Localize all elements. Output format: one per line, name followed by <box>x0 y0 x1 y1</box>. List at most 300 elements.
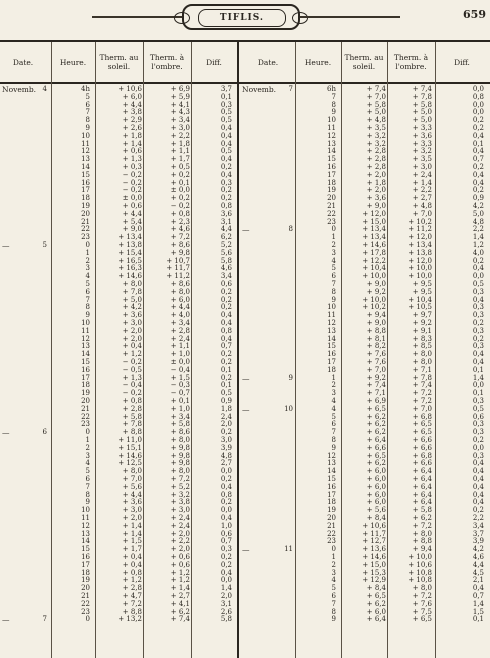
sun-temp-cell: + 6,0 <box>366 475 386 483</box>
hour-cell: 1 <box>331 553 336 561</box>
shade-temp-cell: + 8,0 <box>170 287 190 296</box>
shade-temp-cell: + 2,0 <box>170 529 190 538</box>
sun-temp-cell: + 13,2 <box>118 615 142 624</box>
sun-temp-cell: + 5,0 <box>122 295 142 304</box>
hour-cell: 2 <box>331 381 336 390</box>
hour-cell: 19 <box>327 506 336 515</box>
sun-temp-cell: + 2,8 <box>366 147 386 156</box>
diff-cell: 0,0 <box>472 272 484 281</box>
sun-temp-cell: + 7,8 <box>122 287 142 296</box>
hour-cell: 18 <box>81 194 90 203</box>
diff-cell: 5,8 <box>220 615 232 624</box>
sun-temp-cell: + 2,0 <box>366 170 386 179</box>
hour-cell: 11 <box>81 514 90 522</box>
diff-cell: 0,2 <box>472 163 484 171</box>
shade-temp-cell: + 9,2 <box>412 319 432 327</box>
diff-cell: 1,4 <box>472 233 484 242</box>
sun-temp-cell: + 1,2 <box>122 350 142 359</box>
shade-temp-cell: + 3,4 <box>170 116 190 125</box>
shade-temp-cell: + 1,5 <box>170 373 190 382</box>
sun-temp-cell: + 15,3 <box>362 568 386 577</box>
hour-cell: 17 <box>327 170 336 179</box>
sun-temp-cell: + 5,8 <box>366 100 386 109</box>
hour-cell: 10 <box>81 131 90 140</box>
diff-cell: 0,2 <box>220 358 232 366</box>
hour-cell: 18 <box>327 365 336 374</box>
hour-cell: 16 <box>327 482 336 491</box>
diff-cell: 0,6 <box>220 529 232 538</box>
sun-temp-cell: + 17,8 <box>362 248 386 257</box>
title-cartouche <box>182 4 300 30</box>
sun-temp-cell: + 11,0 <box>118 436 142 444</box>
shade-temp-cell: + 10,8 <box>408 576 432 585</box>
sun-temp-cell: + 15,0 <box>362 217 386 226</box>
sun-temp-cell: + 13,6 <box>362 545 386 554</box>
sun-temp-cell: + 8,0 <box>122 467 142 476</box>
shade-temp-cell: + 5,8 <box>412 506 432 515</box>
shade-temp-cell: + 1,1 <box>170 147 190 156</box>
shade-temp-cell: ± 0,0 <box>170 358 190 366</box>
sun-temp-cell: + 4,4 <box>122 100 142 109</box>
diff-cell: 0,4 <box>472 490 484 499</box>
sun-temp-cell: + 5,8 <box>122 412 142 421</box>
shade-temp-cell: ± 0,0 <box>170 186 190 195</box>
diff-cell: 1,8 <box>220 404 232 413</box>
shade-temp-cell: + 11,2 <box>408 225 432 234</box>
diff-cell: 0,7 <box>220 537 232 546</box>
sun-temp-cell: + 1,2 <box>122 576 142 585</box>
hour-cell: 4 <box>331 256 336 265</box>
sun-temp-cell: + 5,4 <box>122 217 142 226</box>
hour-cell: 21 <box>81 404 90 413</box>
day-cell: 8 <box>288 225 293 234</box>
diff-cell: 0,4 <box>472 467 484 476</box>
hour-cell: 14 <box>327 467 336 476</box>
hour-cell: 3 <box>331 389 336 398</box>
shade-temp-cell: + 2,2 <box>170 131 190 140</box>
sun-temp-cell: + 2,6 <box>122 124 142 132</box>
sun-temp-cell: + 6,0 <box>366 490 386 499</box>
sun-temp-cell: + 7,2 <box>122 599 142 608</box>
diff-cell: 0,4 <box>472 482 484 491</box>
diff-cell: 0,4 <box>220 319 232 327</box>
sun-temp-cell: − 0,2 <box>122 170 142 179</box>
hour-cell: 23 <box>81 233 90 242</box>
diff-cell: 0,2 <box>472 334 484 343</box>
shade-temp-cell: + 10,0 <box>408 264 432 273</box>
shade-temp-cell: + 6,2 <box>170 607 190 616</box>
hour-cell: 5 <box>85 280 90 288</box>
diff-cell: 0,5 <box>472 280 484 288</box>
shade-temp-cell: + 4,0 <box>170 311 190 320</box>
diff-cell: 6,2 <box>220 233 232 242</box>
diff-cell: 0,7 <box>220 342 232 351</box>
diff-cell: 0,4 <box>472 131 484 140</box>
hour-cell: 6 <box>331 272 336 281</box>
hour-cell: 21 <box>81 217 90 226</box>
diff-cell: 0,2 <box>472 186 484 195</box>
diff-cell: 0,2 <box>220 475 232 483</box>
shade-temp-cell: + 7,5 <box>412 607 432 616</box>
diff-cell: 0,7 <box>472 155 484 164</box>
hour-cell: 11 <box>81 139 90 148</box>
hour-cell: 20 <box>81 209 90 218</box>
diff-cell: 0,3 <box>220 100 232 109</box>
date-cell: — <box>242 225 250 235</box>
hour-cell: 9 <box>85 311 90 320</box>
diff-cell: 2,1 <box>472 576 484 585</box>
hour-cell: 3 <box>331 568 336 577</box>
sun-temp-cell: + 3,5 <box>366 124 386 132</box>
shade-temp-cell: + 0,6 <box>170 553 190 561</box>
sun-temp-cell: + 7,8 <box>122 420 142 429</box>
diff-cell: 0,1 <box>220 381 232 390</box>
sun-temp-cell: + 4,4 <box>122 209 142 218</box>
sun-temp-cell: + 1,5 <box>122 537 142 546</box>
diff-cell: 0,4 <box>472 147 484 156</box>
col-header-diff: Diff. <box>206 57 222 67</box>
hour-cell: 3 <box>331 248 336 257</box>
shade-temp-cell: + 2,2 <box>170 537 190 546</box>
shade-temp-cell: + 7,2 <box>412 397 432 405</box>
diff-cell: 0,3 <box>472 428 484 437</box>
shade-temp-cell: − 0,3 <box>170 381 190 390</box>
shade-temp-cell: + 3,3 <box>412 124 432 132</box>
diff-cell: 0,4 <box>472 264 484 273</box>
hour-cell: 8 <box>331 100 336 109</box>
sun-temp-cell: + 0,4 <box>122 342 142 351</box>
shade-temp-cell: + 5,8 <box>412 100 432 109</box>
sun-temp-cell: + 9,0 <box>122 225 142 234</box>
sun-temp-cell: + 12,7 <box>362 537 386 546</box>
hour-cell: 18 <box>327 498 336 507</box>
diff-cell: 0,4 <box>472 350 484 359</box>
sun-temp-cell: + 8,4 <box>366 584 386 593</box>
sun-temp-cell: + 2,8 <box>122 584 142 593</box>
sun-temp-cell: + 6,5 <box>366 451 386 460</box>
diff-cell: 0,4 <box>472 358 484 366</box>
sun-temp-cell: − 0,5 <box>122 365 142 374</box>
sun-temp-cell: + 13,4 <box>362 225 386 234</box>
sun-temp-cell: + 7,0 <box>122 475 142 483</box>
hour-cell: 7 <box>331 280 336 288</box>
diff-cell: 0,4 <box>220 139 232 148</box>
date-cell: Novemb. <box>242 85 277 94</box>
hour-cell: 3 <box>85 451 90 460</box>
day-cell: 6 <box>42 428 47 437</box>
diff-cell: 0,5 <box>220 116 232 125</box>
sun-temp-cell: + 6,0 <box>366 482 386 491</box>
diff-cell: 0,2 <box>472 256 484 265</box>
hour-cell: 10 <box>81 319 90 327</box>
diff-cell: 4,8 <box>220 451 232 460</box>
sun-temp-cell: + 9,2 <box>366 287 386 296</box>
diff-cell: 0,4 <box>220 311 232 320</box>
sun-temp-cell: + 1,4 <box>122 529 142 538</box>
hour-cell: 8 <box>85 303 90 312</box>
shade-temp-cell: + 6,4 <box>412 482 432 491</box>
sun-temp-cell: − 0,2 <box>122 358 142 366</box>
shade-temp-cell: + 6,5 <box>412 420 432 429</box>
hour-cell: 2 <box>331 241 336 249</box>
sun-temp-cell: + 8,8 <box>366 326 386 335</box>
shade-temp-cell: + 6,6 <box>412 459 432 468</box>
day-cell: 7 <box>288 85 293 93</box>
hour-cell: 5 <box>331 264 336 273</box>
hour-cell: 9 <box>85 498 90 507</box>
shade-temp-cell: + 6,5 <box>412 428 432 437</box>
sun-temp-cell: + 7,0 <box>366 92 386 101</box>
sun-temp-cell: + 0,3 <box>122 163 142 171</box>
diff-cell: 0,2 <box>220 350 232 359</box>
hour-cell: 21 <box>327 202 336 210</box>
shade-temp-cell: + 8,3 <box>412 334 432 343</box>
shade-temp-cell: + 4,4 <box>170 303 190 312</box>
shade-temp-cell: + 6,4 <box>412 490 432 499</box>
sun-temp-cell: + 3,2 <box>366 131 386 140</box>
hour-cell: 16 <box>327 350 336 359</box>
sun-temp-cell: + 3,6 <box>122 311 142 320</box>
diff-cell: 1,5 <box>472 607 484 616</box>
sun-temp-cell: + 4,2 <box>122 303 142 312</box>
hour-cell: 14 <box>327 147 336 156</box>
shade-temp-cell: + 9,8 <box>170 459 190 468</box>
diff-cell: 0,8 <box>472 92 484 101</box>
shade-temp-cell: + 3,5 <box>412 155 432 164</box>
hour-cell: 14 <box>81 537 90 546</box>
shade-temp-cell: + 7,8 <box>412 92 432 101</box>
hour-cell: 16 <box>327 163 336 171</box>
diff-cell: 4,2 <box>472 202 484 210</box>
hour-cell: 22 <box>327 529 336 538</box>
diff-cell: 0,5 <box>220 147 232 156</box>
diff-cell: 0,2 <box>472 116 484 125</box>
diff-cell: 0,5 <box>472 404 484 413</box>
sun-temp-cell: + 3,6 <box>366 194 386 203</box>
shade-temp-cell: + 7,2 <box>412 389 432 398</box>
diff-cell: 0,0 <box>220 576 232 585</box>
shade-temp-cell: + 8,0 <box>170 467 190 476</box>
sun-temp-cell: + 13,8 <box>118 241 142 249</box>
hour-cell: 14 <box>81 163 90 171</box>
diff-cell: 0,2 <box>220 295 232 304</box>
shade-temp-cell: + 5,0 <box>412 108 432 117</box>
shade-temp-cell: + 1,7 <box>170 155 190 164</box>
shade-temp-cell: + 6,4 <box>412 475 432 483</box>
sun-temp-cell: + 6,2 <box>366 599 386 608</box>
hour-cell: 20 <box>81 397 90 405</box>
shade-temp-cell: + 3,6 <box>412 131 432 140</box>
hour-cell: 17 <box>327 490 336 499</box>
sun-temp-cell: + 14,6 <box>362 553 386 561</box>
date-cell: — <box>2 615 10 625</box>
sun-temp-cell: + 0,8 <box>122 397 142 405</box>
hour-cell: 21 <box>327 521 336 530</box>
diff-cell: 0,1 <box>220 365 232 374</box>
hour-cell: 1 <box>331 233 336 242</box>
shade-temp-cell: + 9,8 <box>170 451 190 460</box>
hour-cell: 6 <box>331 420 336 429</box>
diff-cell: 5,8 <box>220 256 232 265</box>
shade-temp-cell: + 12,0 <box>408 233 432 242</box>
sun-temp-cell: + 8,8 <box>122 428 142 437</box>
hour-cell: 0 <box>331 225 336 234</box>
diff-cell: 3,7 <box>220 85 232 93</box>
sun-temp-cell: + 2,9 <box>122 116 142 125</box>
sun-temp-cell: + 4,4 <box>122 490 142 499</box>
shade-temp-cell: + 6,0 <box>170 295 190 304</box>
hour-cell: 22 <box>327 209 336 218</box>
shade-temp-cell: + 13,8 <box>408 248 432 257</box>
shade-temp-cell: + 10,0 <box>408 272 432 281</box>
sun-temp-cell: + 2,0 <box>122 514 142 522</box>
diff-cell: 0,1 <box>472 365 484 374</box>
shade-temp-cell: + 3,0 <box>170 506 190 515</box>
ornament-rule-right <box>300 16 400 18</box>
diff-cell: 0,9 <box>472 194 484 203</box>
sun-temp-cell: + 2,8 <box>366 163 386 171</box>
col-header-diff-right: Diff. <box>454 57 470 67</box>
table-row <box>0 616 490 624</box>
shade-temp-cell: + 3,2 <box>170 490 190 499</box>
hour-cell: 23 <box>327 537 336 546</box>
day-cell: 5 <box>42 241 47 249</box>
shade-temp-cell: + 8,5 <box>412 342 432 351</box>
shade-temp-cell: + 9,5 <box>412 280 432 288</box>
hour-cell: 8 <box>85 490 90 499</box>
shade-temp-cell: + 9,8 <box>170 443 190 452</box>
hour-cell: 1 <box>85 248 90 257</box>
sun-temp-cell: + 5,6 <box>366 506 386 515</box>
diff-cell: 0,7 <box>472 592 484 600</box>
diff-cell: 5,0 <box>472 209 484 218</box>
shade-temp-cell: + 6,9 <box>170 85 190 93</box>
sun-temp-cell: + 12,0 <box>362 209 386 218</box>
hour-cell: 12 <box>327 319 336 327</box>
shade-temp-cell: + 6,8 <box>412 412 432 421</box>
diff-cell: 0,3 <box>220 545 232 554</box>
shade-temp-cell: + 0,1 <box>170 397 190 405</box>
shade-temp-cell: + 1,4 <box>412 178 432 187</box>
hour-cell: 13 <box>81 529 90 538</box>
shade-temp-cell: + 6,4 <box>412 498 432 507</box>
shade-temp-cell: + 8,0 <box>170 436 190 444</box>
sun-temp-cell: + 12,5 <box>118 459 142 468</box>
shade-temp-cell: + 7,4 <box>412 85 432 93</box>
shade-temp-cell: + 2,0 <box>170 545 190 554</box>
diff-cell: 1,4 <box>472 373 484 382</box>
sun-temp-cell: − 0,2 <box>122 186 142 195</box>
sun-temp-cell: + 12,2 <box>362 256 386 265</box>
sun-temp-cell: + 6,4 <box>366 615 386 624</box>
sun-temp-cell: + 9,0 <box>366 280 386 288</box>
hour-cell: 5 <box>331 584 336 593</box>
shade-temp-cell: + 3,2 <box>412 147 432 156</box>
diff-cell: 2,0 <box>220 592 232 600</box>
shade-temp-cell: + 0,5 <box>170 163 190 171</box>
sun-temp-cell: + 10,6 <box>118 85 142 93</box>
shade-temp-cell: + 1,0 <box>170 404 190 413</box>
diff-cell: 0,2 <box>220 553 232 561</box>
diff-cell: 1,4 <box>472 599 484 608</box>
shade-temp-cell: + 1,8 <box>170 139 190 148</box>
date-cell: — <box>242 373 250 383</box>
day-cell: 10 <box>284 404 293 413</box>
diff-cell: 0,4 <box>220 514 232 522</box>
shade-temp-cell: + 10,8 <box>408 568 432 577</box>
day-cell: 9 <box>288 373 293 382</box>
hour-cell: 19 <box>81 389 90 398</box>
date-cell: Novemb. <box>2 85 37 94</box>
hour-cell: 17 <box>81 560 90 569</box>
sun-temp-cell: + 6,5 <box>366 592 386 600</box>
shade-temp-cell: + 10,7 <box>166 256 190 265</box>
diff-cell: 0,4 <box>472 584 484 593</box>
sun-temp-cell: + 10,2 <box>362 303 386 312</box>
sun-temp-cell: + 1,3 <box>122 155 142 164</box>
shade-temp-cell: + 7,2 <box>170 233 190 242</box>
sun-temp-cell: − 0,2 <box>122 389 142 398</box>
date-cell: — <box>2 241 10 250</box>
hour-cell: 22 <box>81 412 90 421</box>
hour-cell: 23 <box>327 217 336 226</box>
shade-temp-cell: + 8,0 <box>412 358 432 366</box>
shade-temp-cell: + 7,0 <box>412 404 432 413</box>
hour-cell: 8 <box>331 287 336 296</box>
diff-cell: 0,4 <box>220 568 232 577</box>
shade-temp-cell: + 12,0 <box>408 256 432 265</box>
diff-cell: 0,3 <box>472 311 484 320</box>
shade-temp-cell: + 2,8 <box>170 326 190 335</box>
sun-temp-cell: + 10,0 <box>362 295 386 304</box>
hour-cell: 9 <box>331 615 336 624</box>
diff-cell: 1,0 <box>220 521 232 530</box>
diff-cell: 0,2 <box>220 373 232 382</box>
hour-cell: 7 <box>331 599 336 608</box>
shade-temp-cell: + 11,2 <box>166 272 190 281</box>
shade-temp-cell: + 8,6 <box>170 241 190 249</box>
sun-temp-cell: + 2,0 <box>366 186 386 195</box>
hour-cell: 8 <box>331 607 336 616</box>
diff-cell: 0,4 <box>220 170 232 179</box>
hour-cell: 13 <box>327 459 336 468</box>
sun-temp-cell: + 0,6 <box>122 202 142 210</box>
hour-cell: 11 <box>327 124 336 132</box>
hour-cell: 5 <box>85 467 90 476</box>
shade-temp-cell: + 1,4 <box>170 584 190 593</box>
sun-temp-cell: + 6,4 <box>366 436 386 444</box>
diff-cell: 0,4 <box>220 334 232 343</box>
sun-temp-cell: + 13,4 <box>362 233 386 242</box>
diff-cell: 2,2 <box>472 514 484 522</box>
diff-cell: 0,2 <box>472 506 484 515</box>
hour-cell: 17 <box>81 373 90 382</box>
col-header-hour-right: Heure. <box>304 57 332 67</box>
shade-temp-cell: + 3,0 <box>170 124 190 132</box>
hour-cell: 10 <box>81 506 90 515</box>
sun-temp-cell: + 4,8 <box>366 116 386 125</box>
diff-cell: 0,8 <box>220 202 232 210</box>
diff-cell: 0,3 <box>472 420 484 429</box>
shade-temp-cell: + 8,0 <box>412 529 432 538</box>
hour-cell: 18 <box>81 381 90 390</box>
sun-temp-cell: + 1,4 <box>122 139 142 148</box>
diff-cell: 0,2 <box>220 560 232 569</box>
sun-temp-cell: + 3,0 <box>122 319 142 327</box>
hour-cell: 17 <box>81 186 90 195</box>
diff-cell: 0,3 <box>472 342 484 351</box>
shade-temp-cell: + 8,0 <box>412 350 432 359</box>
